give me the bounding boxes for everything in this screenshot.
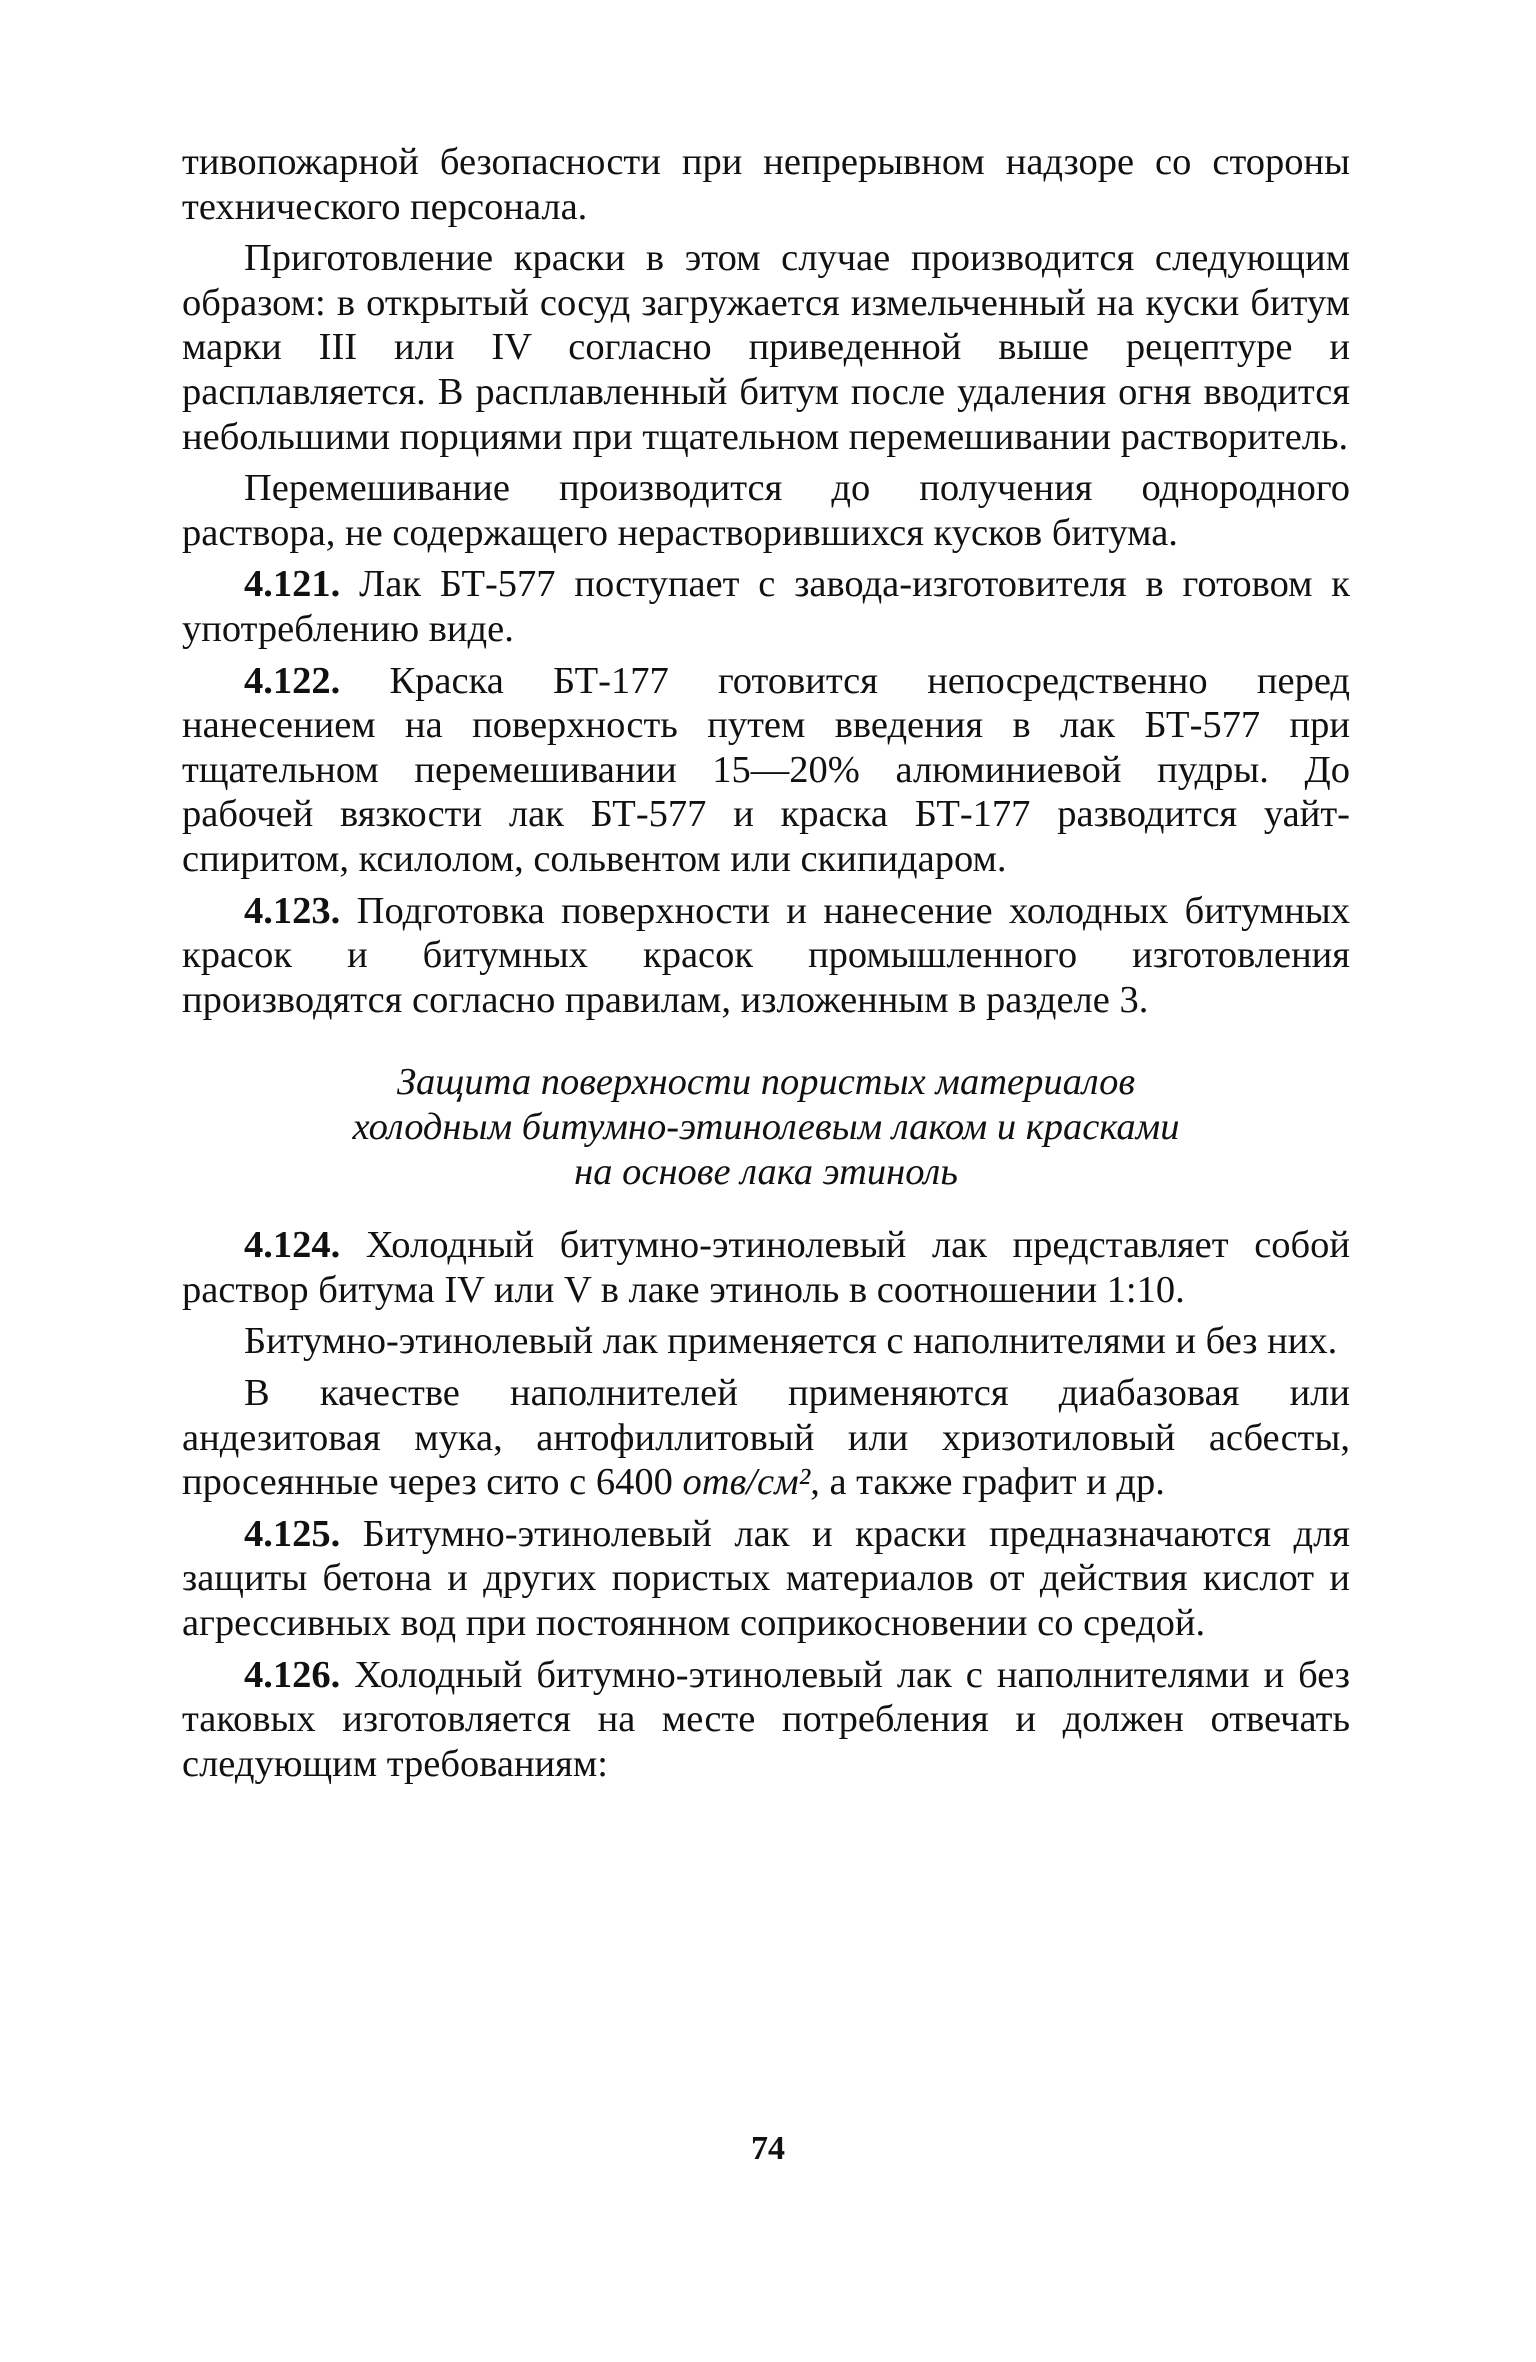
clause-number: 4.125. — [244, 1512, 341, 1555]
heading-line-2: холодным битумно-этинолевым лаком и красками — [352, 1106, 1180, 1149]
heading-line-1: Защита поверхности пористых материалов — [396, 1061, 1136, 1104]
paragraph-4-126 — [182, 1653, 1350, 1787]
paragraph-4-125 — [182, 1512, 1350, 1646]
unit-holes-per-cm2: отв/см² — [682, 1461, 811, 1504]
clause-number: 4.124. — [244, 1224, 341, 1267]
section-heading — [182, 1060, 1350, 1195]
paragraph-fillers-usage: Битумно-этинолевый лак применяется с наполнителями и без них. — [244, 1320, 1338, 1363]
heading-line-3: на основе лака этиноль — [574, 1151, 958, 1194]
clause-text: Битумно-этинолевый лак и краски предназначаются для защиты бетона и других пористых материалов от действия кислот и агрессивных вод при постоянном соприкосновении со средой. — [182, 1512, 1350, 1645]
clause-text: Холодный битумно-этинолевый лак представляет собой раствор битума IV или V в лаке этиноль в соотношении 1:10. — [182, 1224, 1350, 1311]
clause-text: Краска БТ-177 готовится непосредственно перед нанесением на поверхность путем введения в лак БТ-577 при тщательном перемешивании 15—20% алюминиевой пудры. До рабочей вязкости лак БТ-577 и краска БТ-177 разводится уайт-спиритом, ксилолом, сольвентом или скипидаром. — [182, 659, 1350, 880]
body-text — [182, 140, 1350, 1786]
page-number: 74 — [751, 2130, 785, 2167]
clause-text: Холодный битумно-этинолевый лак с наполнителями и без таковых изготовляется на месте потребления и должен отвечать следующим требованиям: — [182, 1653, 1350, 1785]
paragraph-4-124 — [182, 1223, 1350, 1312]
clause-number: 4.122. — [244, 659, 341, 702]
clause-number: 4.121. — [244, 563, 341, 606]
paragraph-4-123 — [182, 889, 1350, 1023]
paragraph-paint-preparation: Приготовление краски в этом случае производится следующим образом: в открытый сосуд загружается измельченный на куски битум марки III или IV согласно приведенной выше рецептуре и расплавляется. В расплавленный битум после удаления огня вводится небольшими порциями при тщательном перемешивании растворитель. — [182, 237, 1350, 458]
clause-text: Лак БТ-577 поступает с завода-изготовителя в готовом к употреблению виде. — [182, 563, 1350, 650]
paragraph-4-121 — [182, 562, 1350, 651]
paragraph-continuation: тивопожарной безопасности при непрерывном надзоре со стороны технического персонала. — [182, 141, 1350, 228]
paragraph-mixing: Перемешивание производится до получения однородного раствора, не содержащего нерастворившихся кусков битума. — [182, 467, 1350, 554]
clause-text: Подготовка поверхности и нанесение холодных битумных красок и битумных красок промышленного изготовления производятся согласно правилам, изложенным в разделе 3. — [182, 889, 1350, 1021]
clause-number: 4.126. — [244, 1653, 341, 1696]
paragraph-4-122 — [182, 659, 1350, 882]
paragraph-fillers-list: В качестве наполнителей применяются диабазовая или андезитовая мука, антофиллитовый или хризотиловый асбесты, просеянные через сито с 6400 отв/см², а также графит и др. — [182, 1372, 1350, 1504]
clause-number: 4.123. — [244, 889, 341, 932]
